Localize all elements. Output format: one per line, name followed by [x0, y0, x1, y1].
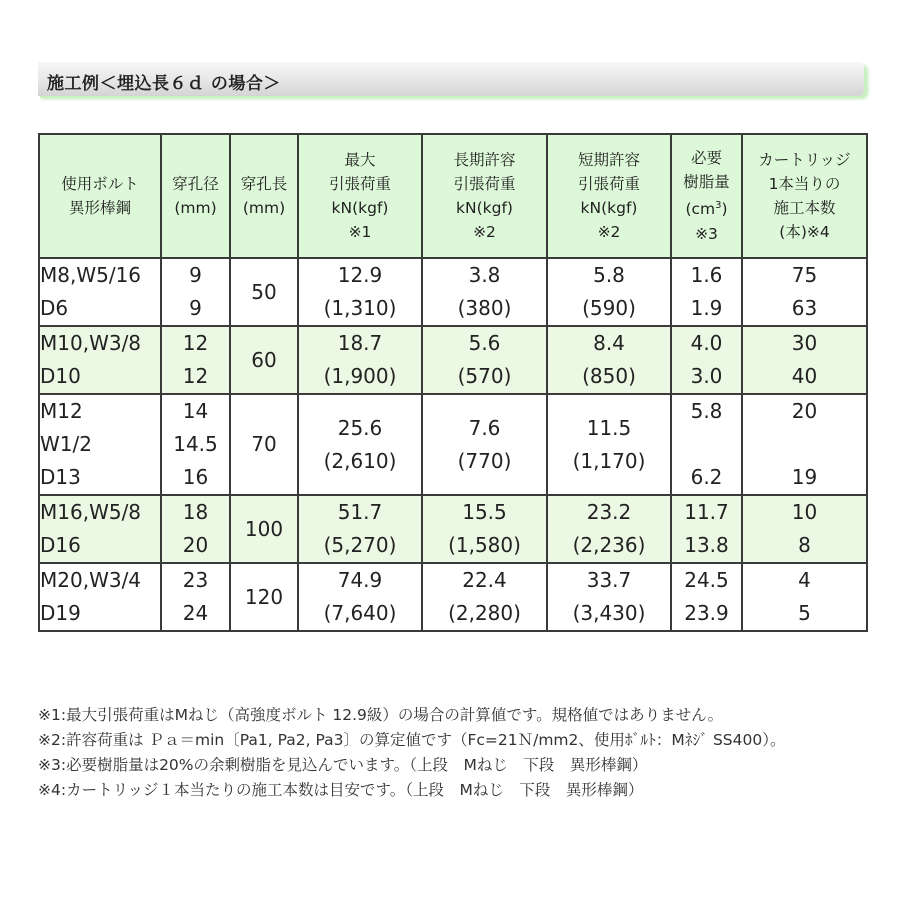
hole-diameter-cell: 12 12 [161, 326, 230, 394]
spec-table [38, 133, 868, 632]
resin-amount-cell: 24.5 23.9 [671, 563, 742, 631]
cartridge-count-cell: 10 8 [742, 495, 867, 563]
hole-diameter-cell: 23 24 [161, 563, 230, 631]
header-bolt: 使用ボルト 異形棒鋼 [39, 134, 161, 258]
bolt-cell: M8,W5/16 D6 [39, 258, 161, 326]
bolt-cell: M12 W1/2 D13 [39, 394, 161, 495]
short-term-load-cell: 33.7 (3,430) [547, 563, 671, 631]
table-row [39, 495, 867, 563]
footnote-2: ※2:許容荷重は Ｐａ＝min〔Pa1, Pa2, Pa3〕の算定値です（Fc=21Ｎ/mm2、使用ﾎﾞﾙﾄ：Mﾈｼﾞ SS400）。 [38, 731, 786, 749]
short-term-load-cell: 5.8 (590) [547, 258, 671, 326]
long-term-load-cell: 15.5 (1,580) [422, 495, 547, 563]
table-row [39, 563, 867, 631]
hole-length-cell: 120 [230, 563, 298, 631]
max-load-cell: 51.7 (5,270) [298, 495, 422, 563]
hole-length-cell: 50 [230, 258, 298, 326]
max-load-cell: 25.6 (2,610) [298, 394, 422, 495]
hole-diameter-cell: 9 9 [161, 258, 230, 326]
table-row [39, 258, 867, 326]
header-long-term-load: 長期許容 引張荷重 kN(kgf) ※2 [422, 134, 547, 258]
long-term-load-cell: 3.8 (380) [422, 258, 547, 326]
header-resin-amount: 必要 樹脂量 $(cm^3)$ ※3 [671, 134, 742, 258]
cartridge-count-cell: 75 63 [742, 258, 867, 326]
footnotes [38, 703, 868, 803]
resin-amount-cell: 4.0 3.0 [671, 326, 742, 394]
short-term-load-cell: 8.4 (850) [547, 326, 671, 394]
hole-diameter-cell: 18 20 [161, 495, 230, 563]
long-term-load-cell: 22.4 (2,280) [422, 563, 547, 631]
footnote-1: ※1:最大引張荷重はMねじ（高強度ボルト 12.9級）の場合の計算値です。規格値ではありません。 [38, 706, 724, 724]
hole-diameter-cell: 14 14.5 16 [161, 394, 230, 495]
section-title: 施工例＜埋込長６ｄ の場合＞ [47, 74, 281, 94]
long-term-load-cell: 7.6 (770) [422, 394, 547, 495]
table-row [39, 326, 867, 394]
header-cartridge-count: カートリッジ 1本当りの 施工本数 (本)※4 [742, 134, 867, 258]
max-load-cell: 12.9 (1,310) [298, 258, 422, 326]
header-max-load: 最大 引張荷重 kN(kgf) ※1 [298, 134, 422, 258]
long-term-load-cell: 5.6 (570) [422, 326, 547, 394]
cartridge-count-cell: 30 40 [742, 326, 867, 394]
header-short-term-load: 短期許容 引張荷重 kN(kgf) ※2 [547, 134, 671, 258]
header-hole-diameter: 穿孔径 (mm) [161, 134, 230, 258]
bolt-cell: M16,W5/8 D16 [39, 495, 161, 563]
bolt-cell: M10,W3/8 D10 [39, 326, 161, 394]
table-row [39, 394, 867, 495]
footnote-4: ※4:カートリッジ１本当たりの施工本数は目安です。（上段 Mねじ 下段 異形棒鋼） [38, 781, 644, 799]
hole-length-cell: 60 [230, 326, 298, 394]
section-title-bar [38, 62, 864, 96]
short-term-load-cell: 11.5 (1,170) [547, 394, 671, 495]
max-load-cell: 74.9 (7,640) [298, 563, 422, 631]
max-load-cell: 18.7 (1,900) [298, 326, 422, 394]
hole-length-cell: 70 [230, 394, 298, 495]
resin-amount-cell: 1.6 1.9 [671, 258, 742, 326]
resin-amount-cell: 11.7 13.8 [671, 495, 742, 563]
header-row [39, 134, 867, 258]
resin-amount-cell: 5.8 6.2 [671, 394, 742, 495]
header-hole-length: 穿孔長 (mm) [230, 134, 298, 258]
cartridge-count-cell: 4 5 [742, 563, 867, 631]
short-term-load-cell: 23.2 (2,236) [547, 495, 671, 563]
bolt-cell: M20,W3/4 D19 [39, 563, 161, 631]
cartridge-count-cell: 20 19 [742, 394, 867, 495]
footnote-3: ※3:必要樹脂量は20%の余剰樹脂を見込んでいます。（上段 Mねじ 下段 異形棒鋼） [38, 756, 648, 774]
hole-length-cell: 100 [230, 495, 298, 563]
